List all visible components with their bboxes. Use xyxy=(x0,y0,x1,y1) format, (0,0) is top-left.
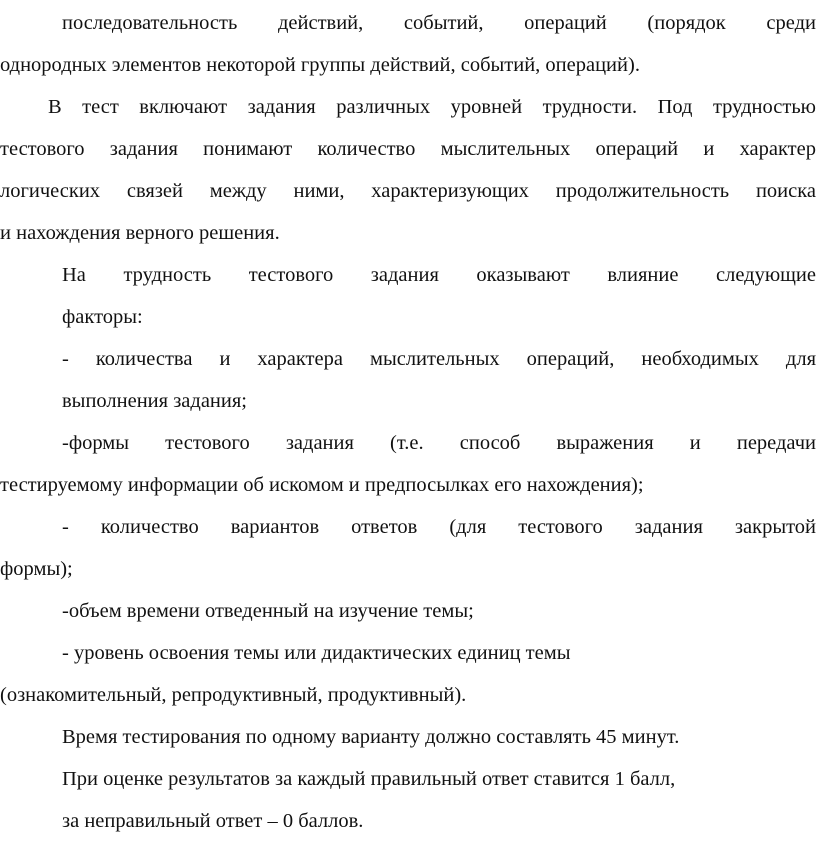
text-line-20: за неправильный ответ – 0 баллов. xyxy=(62,810,364,832)
text-line-4: тестового задания понимают количество мыслительных операций и характер xyxy=(0,138,816,160)
text-line-13: - количество вариантов ответов (для тестового задания закрытой xyxy=(62,516,816,538)
text-line-10: выполнения задания; xyxy=(62,390,247,412)
text-line-9: - количества и характера мыслительных операций, необходимых для xyxy=(62,348,816,370)
text-line-15: -объем времени отведенный на изучение темы; xyxy=(62,600,474,622)
text-line-12: тестируемому информации об искомом и предпосылках его нахождения); xyxy=(0,474,644,496)
text-line-14: формы); xyxy=(0,558,73,580)
text-line-7: На трудность тестового задания оказывают влияние следующие xyxy=(62,264,816,286)
text-line-17: (ознакомительный, репродуктивный, продуктивный). xyxy=(0,684,467,706)
text-line-1: последовательность действий, событий, операций (порядок среди xyxy=(62,12,816,34)
text-line-19: При оценке результатов за каждый правильный ответ ставится 1 балл, xyxy=(62,768,676,790)
text-line-6: и нахождения верного решения. xyxy=(0,222,280,244)
text-line-16: - уровень освоения темы или дидактических единиц темы xyxy=(62,642,571,664)
text-line-5: логических связей между ними, характеризующих продолжительность поиска xyxy=(0,180,816,202)
text-line-3: В тест включают задания различных уровней трудности. Под трудностью xyxy=(48,96,816,118)
text-line-11: -формы тестового задания (т.е. способ выражения и передачи xyxy=(62,432,816,454)
text-line-2: однородных элементов некоторой группы действий, событий, операций). xyxy=(0,54,640,76)
text-line-8: факторы: xyxy=(62,306,143,328)
text-line-18: Время тестирования по одному варианту должно составлять 45 минут. xyxy=(62,726,680,748)
